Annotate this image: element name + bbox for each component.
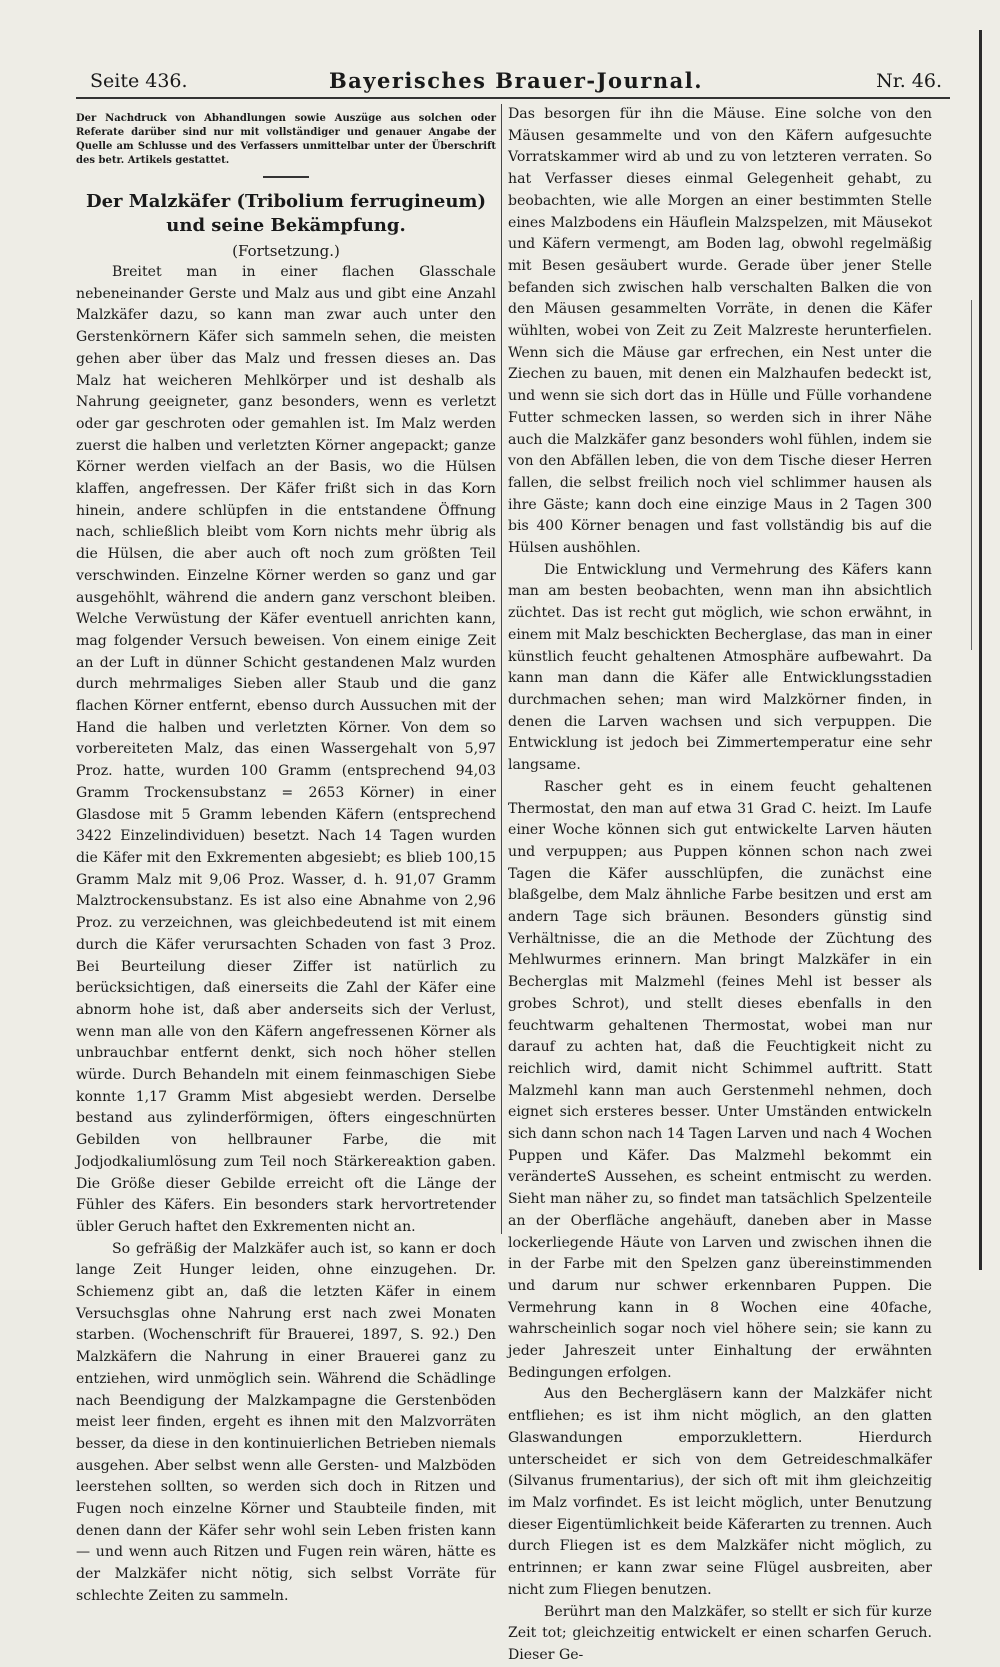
- reprint-notice: Der Nachdruck von Abhandlungen sowie Auszüge aus solchen oder Referate darüber sind nur mit vollständiger und genauer Angabe der Quelle am Schlusse und des Verfassers unmittelbar unter der Überschrift des betr. Artikels gestattet.: [76, 113, 496, 166]
- journal-title: Bayerisches Brauer-Journal.: [328, 68, 704, 93]
- header-rule: [76, 97, 950, 99]
- column-divider: [501, 104, 502, 1234]
- paragraph: Breitet man in einer flachen Glasschale nebeneinander Gerste und Malz aus und gibt eine Anzahl Malzkäfer dazu, so kann man zwar auch unter den Gerstenkörnern Käfer sich sammeln sehen, die meisten gehen aber über das Malz und fressen dieses an. Das Malz hat weicheren Mehlkörper und ist deshalb als Nahrung geeigneter, ganz besonders, wenn es verletzt oder gar geschroten oder gemahlen ist. Im Malz werden zuerst die halben und verletzten Körner angepackt; ganze Körner werden vielfach an der Basis, wo die Hülsen klaffen, angefressen. Der Käfer frißt sich in das Korn hinein, andere schlüpfen in die entstandene Öffnung nach, schließlich bleibt vom Korn nichts mehr übrig als die Hülsen, die aber auch oft noch zum größten Teil verschwinden. Einzelne Körner werden so ganz und gar ausgehöhlt, während die andern ganz verschont bleiben. Welche Verwüstung der Käfer eventuell anrichten kann, mag folgender Versuch beweisen. Von einem einige Zeit an der Luft in dünner Schicht gestandenen Malz wurden durch mehrmaliges Sieben aller Staub und die ganz flachen Körner entfernt, ebenso durch Aussuchen mit der Hand die halben und verletzten Körner. Von dem so vorbereiteten Malz, das einen Wassergehalt von 5,97 Proz. hatte, wurden 100 Gramm (entsprechend 94,03 Gramm Trockensubstanz = 2653 Körner) in einer Glasdose mit 5 Gramm lebenden Käfern (entsprechend 3422 Einzelindividuen) besetzt. Nach 14 Tagen wurden die Käfer mit den Exkrementen abgesiebt; es blieb 100,15 Gramm Malz mit 9,06 Proz. Wasser, d. h. 91,07 Gramm Malztrockensubstanz. Es ist also eine Abnahme von 2,96 Proz. zu verzeichnen, was gleichbedeutend ist mit einem durch die Käfer verursachten Schaden von fast 3 Proz. Bei Beurteilung dieser Ziffer ist natürlich zu berücksichtigen, daß einerseits die Zahl der Käfer eine abnorm hohe ist, daß aber anderseits sich der Verlust, wenn man alle von den Käfern angefressenen Körner als unbrauchbar entfernt denkt, sich noch höher stellen würde. Durch Behandeln mit einem feinmaschigen Siebe konnte 1,17 Gramm Mist abgesiebt werden. Derselbe bestand aus zylinderförmigen, öfters eingeschnürten Gebilden von hellbrauner Farbe, die mit Jodjodkaliumlösung zum Teil noch Stärkereaktion gaben. Die Größe dieser Gebilde erreicht oft die Länge der Fühler des Käfers. Ein besonders stark hervortretender übler Geruch haftet den Exkrementen nicht an.: [76, 264, 496, 1235]
- issue-number: Nr. 46.: [876, 70, 942, 92]
- scan-edge-line-thin: [971, 300, 972, 650]
- paragraph: Rascher geht es in einem feucht gehaltenen Thermostat, den man auf etwa 31 Grad C. heizt. Im Laufe einer Woche können sich gut entwickelte Larven häuten und verpuppen; aus Puppen können schon nach zwei Tagen die Käfer ausschlüpfen, die zunächst eine blaßgelbe, dem Malz ähnliche Farbe besitzen und erst am andern Tage sich bräunen. Besonders günstig sind Verhältnisse, die an die Methode der Züchtung des Mehlwurmes erinnern. Man bringt Malzkäfer in ein Becherglas mit Malzmehl (feines Mehl ist besser als grobes Schrot), und stellt dieses ebenfalls in den feuchtwarm gehaltenen Thermostat, wobei man nur darauf zu achten hat, daß die Feuchtigkeit nicht zu reichlich wird, damit nicht Schimmel auftritt. Statt Malzmehl kann man auch Gerstenmehl nehmen, doch eignet sich ersteres besser. Unter Umständen entwickeln sich dann schon nach 14 Tagen Larven und nach 4 Wochen Puppen und Käfer. Das Malzmehl bekommt ein veränderteS Aussehen, es scheint entmischt zu werden. Sieht man näher zu, so findet man tatsächlich Spelzenteile an der Oberfläche angehäuft, daneben aber in Masse lockerliegende Häute von Larven und zwischen ihnen die in der Farbe mit den Spelzen ganz übereinstimmenden und darum nur schwer erkennbaren Puppen. Die Vermehrung kann in 8 Wochen eine 40fache, wahrscheinlich sogar noch viel höhere sein; sie kann zu jeder Jahreszeit unter Einhaltung der erwähnten Bedingungen erfolgen.: [508, 778, 932, 1381]
- page-header: [90, 68, 942, 98]
- notice-divider: [263, 176, 309, 178]
- scan-edge-line: [979, 30, 982, 1270]
- right-column: [508, 104, 932, 1667]
- page-number: Seite 436.: [90, 70, 188, 92]
- article-subtitle: (Fortsetzung.): [232, 242, 340, 260]
- article-title: Der Malzkäfer (Tribolium ferrugineum) und seine Bekämpfung.: [86, 191, 486, 236]
- paragraph: Aus den Bechergläsern kann der Malzkäfer nicht entfliehen; es ist ihm nicht möglich, an den glatten Glaswandungen emporzuklettern. Hierdurch unterscheidet er sich von dem Getreideschmalkäfer (Silvanus frumentarius), der sich oft mit ihm gleichzeitig im Malz vorfindet. Es ist leicht möglich, unter Benutzung dieser Eigentümlichkeit beide Käferarten zu trennen. Auch durch Fliegen ist es dem Malzkäfer nicht möglich, zu entrinnen; er kann zwar seine Flügel ausbreiten, aber nicht zum Fliegen benutzen.: [508, 1386, 932, 1598]
- paragraph: So gefräßig der Malzkäfer auch ist, so kann er doch lange Zeit Hunger leiden, ohne einzugehen. Dr. Schiemenz gibt an, daß die letzten Käfer in einem Versuchsglas ohne Nahrung erst nach zwei Monaten starben. (Wochenschrift für Brauerei, 1897, S. 92.) Den Malzkäfern die Nahrung in einer Brauerei ganz zu entziehen, wird unmöglich sein. Während die Schädlinge nach Beendigung der Malzkampagne die Gerstenböden meist leer finden, ergeht es ihnen mit den Malzvorräten besser, da diese in den kontinuierlichen Betrieben niemals ausgehen. Aber selbst wenn alle Gersten- und Malzböden leerstehen sollten, so werden sich doch in Ritzen und Fugen noch einzelne Körner und Staubteile finden, mit denen dann der Käfer sehr wohl sein Leben fristen kann — und wenn auch Ritzen und Fugen rein wären, hätte es der Malzkäfer nicht nötig, sich selbst Vorräte für schlechte Zeiten zu sammeln.: [76, 1240, 496, 1604]
- left-column: [76, 112, 496, 1608]
- paragraph: Berührt man den Malzkäfer, so stellt er sich für kurze Zeit tot; gleichzeitig entwickelt er einen scharfen Geruch. Dieser Ge-: [508, 1603, 932, 1663]
- paragraph: Die Entwicklung und Vermehrung des Käfers kann man am besten beobachten, wenn man ihn absichtlich züchtet. Das ist recht gut möglich, wie schon erwähnt, in einem mit Malz beschickten Becherglase, das man in einer künstlich feucht gehaltenen Atmosphäre aufbewahrt. Da kann man dann die Käfer alle Entwicklungsstadien durchmachen sehen; man wird Malzkörner finden, in denen die Larven wachsen und sich verpuppen. Die Entwicklung ist jedoch bei Zimmertemperatur eine sehr langsame.: [508, 561, 932, 774]
- paragraph: Das besorgen für ihn die Mäuse. Eine solche von den Mäusen gesammelte und von den Käfern aufgesuchte Vorratskammer wird ab und zu von letzteren verraten. So hat Verfasser dieses einmal Gelegenheit gehabt, zu beobachten, wie alle Morgen an einer bestimmten Stelle eines Malzbodens ein Häuflein Malzspelzen, mit Mäusekot und Käfern vermengt, am Boden lag, obwohl regelmäßig mit Besen gesäubert wurde. Gerade über jener Stelle befanden sich zwischen halb verschalten Balken die von den Mäusen gesammelten Vorräte, in denen die Käfer wühlten, wobei von Zeit zu Zeit Malzreste herunterfielen. Wenn sich die Mäuse gar erfrechen, ein Nest unter die Ziechen zu bauen, mit denen ein Malzhaufen bedeckt ist, und wenn sie sich dort das in Hülle und Fülle vorhandene Futter schmecken lassen, so werden sich in ihrer Nähe auch die Malzkäfer ganz besonders wohl fühlen, indem sie von den Abfällen leben, die von dem Tische dieser Herren fallen, die selbst freilich noch viel schlimmer hausen als ihre Gäste; kann doch eine einzige Maus in 2 Tagen 300 bis 400 Körner benagen und fast vollständig bis auf die Hülsen aushöhlen.: [508, 106, 932, 557]
